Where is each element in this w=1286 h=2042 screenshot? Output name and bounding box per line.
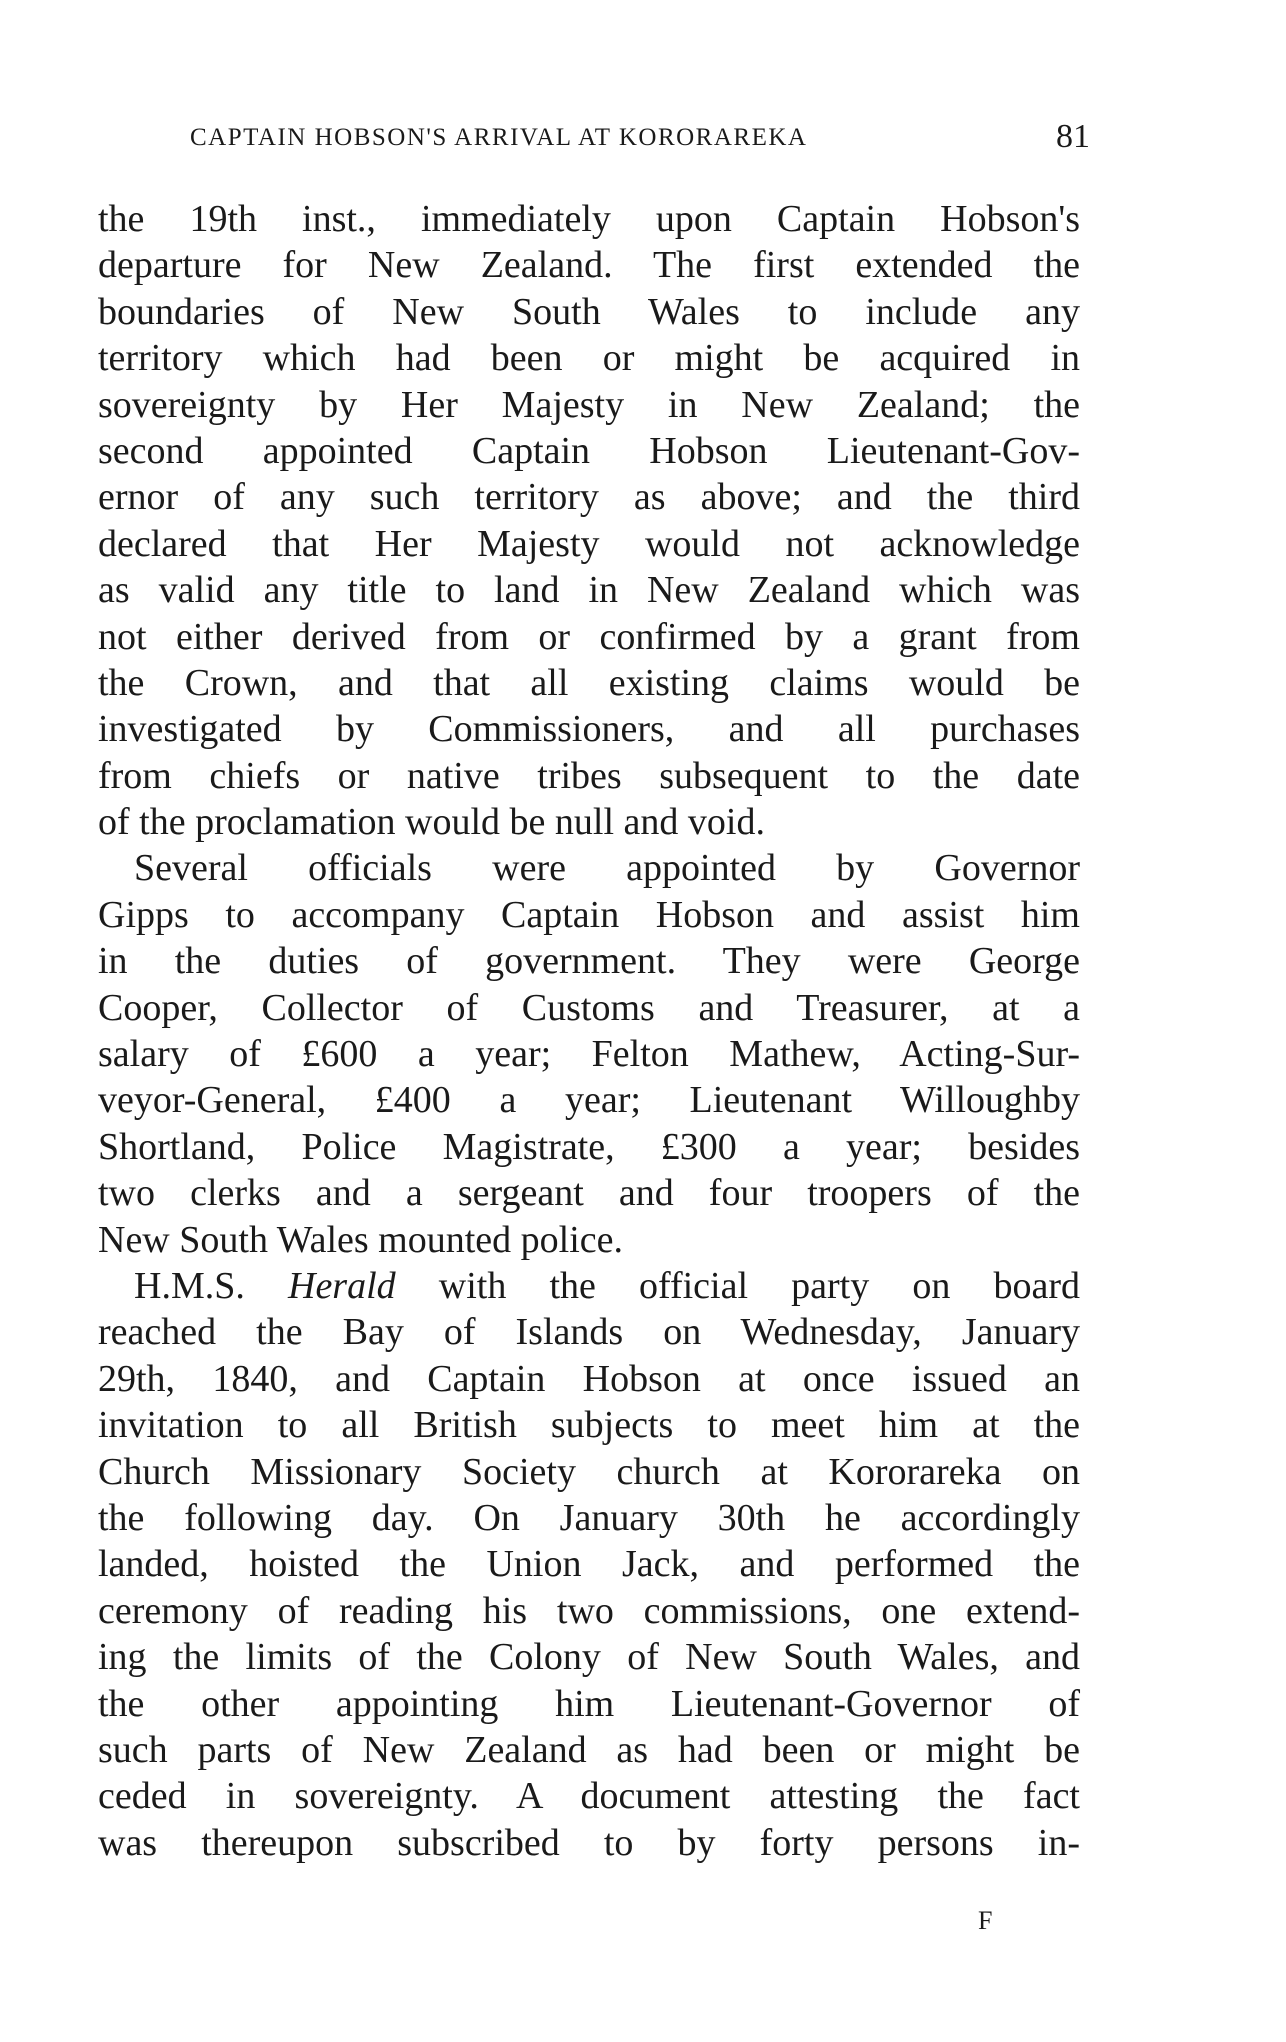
text-line: Several officials were appointed by Governor	[134, 847, 1080, 890]
text-line: of the proclamation would be null and void.	[98, 801, 765, 844]
text-line: from chiefs or native tribes subsequent to the date	[98, 754, 1080, 797]
text-line: such parts of New Zealand as had been or might be	[98, 1728, 1080, 1771]
text-line: Gipps to accompany Captain Hobson and assist him	[98, 893, 1080, 936]
text-line: departure for New Zealand. The first extended the	[98, 244, 1080, 287]
text-line: investigated by Commissioners, and all purchases	[98, 708, 1080, 751]
text-line: boundaries of New South Wales to include any	[98, 290, 1080, 333]
text-line: as valid any title to land in New Zealand which was	[98, 569, 1080, 612]
signature-mark: F	[978, 1906, 993, 1935]
running-title: CAPTAIN HOBSON'S ARRIVAL AT KORORAREKA	[190, 124, 808, 151]
text-line: the other appointing him Lieutenant-Governor of	[98, 1682, 1080, 1725]
text-line: the Crown, and that all existing claims would be	[98, 661, 1080, 704]
text-line: in the duties of government. They were George	[98, 940, 1080, 983]
text-line: not either derived from or confirmed by a grant from	[98, 615, 1080, 658]
text-line: sovereignty by Her Majesty in New Zealand; the	[98, 383, 1080, 426]
text-line: 29th, 1840, and Captain Hobson at once issued an	[98, 1357, 1080, 1400]
text-line: veyor-General, £400 a year; Lieutenant Willoughby	[98, 1079, 1080, 1122]
text-line: declared that Her Majesty would not acknowledge	[98, 522, 1080, 565]
ship-name: Herald	[288, 1264, 396, 1307]
running-head	[190, 118, 1090, 168]
text-line: ernor of any such territory as above; and the third	[98, 476, 1080, 519]
text-line: ceremony of reading his two commissions, one extend-	[98, 1589, 1080, 1632]
text-line: Cooper, Collector of Customs and Treasurer, at a	[98, 986, 1080, 1029]
text-line: the 19th inst., immediately upon Captain Hobson's	[98, 198, 1080, 240]
text-line: was thereupon subscribed to by forty persons in-	[98, 1821, 1080, 1864]
herald-prefix: H.M.S.	[134, 1264, 288, 1307]
herald-suffix: with the official party on board	[395, 1264, 1081, 1307]
text-line: ing the limits of the Colony of New South Wales, and	[98, 1636, 1080, 1679]
text-line: ceded in sovereignty. A document attesting the fact	[98, 1775, 1080, 1818]
text-line: salary of £600 a year; Felton Mathew, Acting-Sur-	[98, 1033, 1080, 1076]
text-line: Shortland, Police Magistrate, £300 a year; besides	[98, 1125, 1080, 1168]
text-line: reached the Bay of Islands on Wednesday, January	[98, 1311, 1080, 1354]
body-text	[98, 196, 1080, 1866]
text-line: invitation to all British subjects to meet him at the	[98, 1404, 1080, 1447]
text-line-herald	[98, 1263, 1080, 1309]
text-line: the following day. On January 30th he accordingly	[98, 1496, 1080, 1539]
text-line: Church Missionary Society church at Kororareka on	[98, 1450, 1080, 1493]
page-number: 81	[1056, 118, 1090, 155]
text-line: territory which had been or might be acquired in	[98, 337, 1080, 380]
text-line: second appointed Captain Hobson Lieutenant-Gov-	[98, 429, 1080, 472]
text-line: New South Wales mounted police.	[98, 1218, 623, 1261]
text-line: landed, hoisted the Union Jack, and performed the	[98, 1543, 1080, 1586]
text-line: two clerks and a sergeant and four troopers of the	[98, 1172, 1080, 1215]
